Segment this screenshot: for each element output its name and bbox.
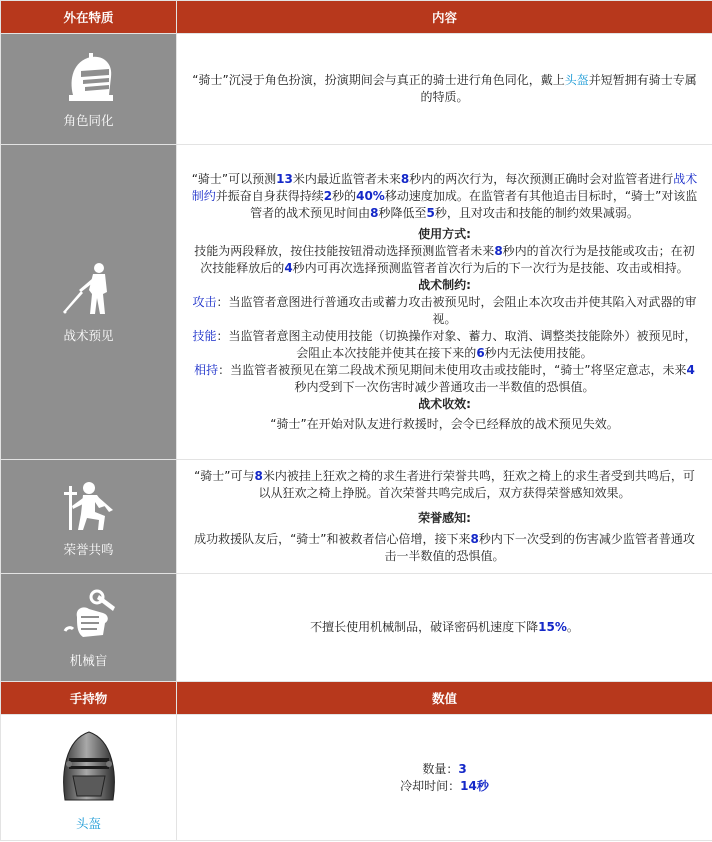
cooldown-label: 冷却时间： bbox=[400, 778, 461, 793]
number: 13 bbox=[276, 172, 293, 186]
text: 米内最近监管者未来 bbox=[292, 172, 401, 186]
trait-description bbox=[177, 145, 712, 460]
column-header-value: 数值 bbox=[177, 682, 712, 715]
text: 秒内的两次行为，每次预测正确时会对监管者进行 bbox=[409, 172, 674, 186]
text: 成功救援队友后，“骑士”和被救者信心倍增，接下来 bbox=[194, 532, 471, 546]
trait-description bbox=[177, 460, 712, 574]
text: 秒内无法使用技能。 bbox=[484, 346, 593, 360]
trait-label: 战术预见 bbox=[63, 328, 114, 343]
fencer-icon bbox=[59, 260, 119, 322]
tactical-constraint-link[interactable]: 战术制约 bbox=[191, 172, 698, 203]
text: 秒降低至 bbox=[378, 206, 427, 220]
number: 8 bbox=[494, 244, 503, 258]
text: 并振奋自身获得持续 bbox=[215, 189, 324, 203]
text: ：当监管者被预见在第二段战术预见期间未使用攻击或技能时，“骑士”将坚定意志，未来 bbox=[218, 363, 687, 377]
text: ：当监管者意图进行普通攻击或蓄力攻击被预见时，会阻止本次攻击并使其陷入对武器的审视。 bbox=[216, 295, 697, 326]
text: 秒内可再次选择预测监管者首次行为后的下一次行为是技能、攻击或相持。 bbox=[292, 261, 689, 275]
constraint-skill bbox=[191, 328, 698, 362]
trait-description bbox=[177, 574, 712, 682]
number: 8 bbox=[254, 469, 263, 483]
usage-paragraph bbox=[191, 243, 698, 277]
number: 40% bbox=[356, 189, 385, 203]
constraint-key: 技能 bbox=[192, 329, 217, 343]
helmet-item-icon bbox=[57, 724, 121, 810]
number: 5 bbox=[426, 206, 435, 220]
header-row bbox=[1, 1, 712, 34]
trait-row-tactical-foresight bbox=[1, 145, 712, 460]
header-row-items bbox=[1, 682, 712, 715]
item-label[interactable]: 头盔 bbox=[75, 815, 101, 831]
trait-row-mechanical-blind bbox=[1, 574, 712, 682]
kneeling-knight-icon bbox=[59, 476, 119, 536]
item-row bbox=[1, 715, 712, 841]
helmet-link[interactable]: 头盔 bbox=[564, 73, 589, 87]
trait-row-role-assimilation bbox=[1, 34, 712, 145]
text: 移动速度加成。在监管者有其他追击目标时，“骑士”对该监管者的战术预见时间由 bbox=[250, 189, 698, 220]
text: 秒内的首次行为是技能或攻击；在初次技能释放后的 bbox=[200, 244, 695, 275]
perception-paragraph bbox=[191, 531, 698, 565]
constraint-title: 战术制约: bbox=[418, 278, 471, 292]
text: ：当监管者意图主动使用技能（切换操作对象、蓄力、取消、调整类技能除外）被预见时，会阻止本次技能并使其在接下来的 bbox=[216, 329, 697, 360]
trait-label: 角色同化 bbox=[63, 113, 114, 128]
item-cell bbox=[1, 715, 177, 841]
cooldown-value: 14秒 bbox=[460, 778, 489, 793]
number: 4 bbox=[686, 363, 695, 377]
constraint-standoff bbox=[191, 362, 698, 396]
number: 8 bbox=[470, 532, 479, 546]
count-value: 3 bbox=[458, 761, 467, 776]
resonance-paragraph bbox=[191, 468, 698, 502]
number: 8 bbox=[400, 172, 410, 186]
text: “骑士”可与 bbox=[194, 469, 255, 483]
trait-cell bbox=[1, 34, 177, 145]
trait-label: 机械盲 bbox=[69, 652, 108, 668]
text: 技能为两段释放，按住技能按钮滑动选择预测监管者未来 bbox=[194, 244, 495, 258]
item-count bbox=[191, 761, 698, 778]
harvest-paragraph: “骑士”在开始对队友进行救援时，会令已经释放的战术预见失效。 bbox=[270, 417, 619, 431]
number: 4 bbox=[284, 261, 293, 275]
item-cooldown bbox=[191, 778, 698, 795]
text: 秒，且对攻击和技能的制约效果减弱。 bbox=[434, 206, 639, 220]
column-header-item: 手持物 bbox=[1, 682, 177, 715]
honor-perception-title: 荣誉感知: bbox=[418, 511, 471, 525]
trait-description bbox=[177, 34, 712, 145]
trait-cell bbox=[1, 574, 177, 682]
text: “骑士”沉浸于角色扮演，扮演期间会与真正的骑士进行角色同化，戴上 bbox=[192, 73, 565, 87]
constraint-key: 攻击 bbox=[192, 295, 217, 309]
constraint-attack bbox=[191, 294, 698, 328]
column-header-trait: 外在特质 bbox=[1, 1, 177, 34]
harvest-title: 战术收效: bbox=[418, 397, 471, 411]
usage-title: 使用方式: bbox=[418, 227, 471, 241]
text: 秒内受到下一次伤害时减少普通攻击一半数值的恐惧值。 bbox=[294, 380, 595, 394]
number: 6 bbox=[476, 346, 485, 360]
trait-cell bbox=[1, 145, 177, 460]
trait-cell bbox=[1, 460, 177, 574]
trait-row-honor-resonance bbox=[1, 460, 712, 574]
knight-helmet-icon bbox=[59, 49, 119, 107]
intro-paragraph bbox=[191, 171, 698, 222]
text: 秒的 bbox=[332, 189, 357, 203]
text: 。 bbox=[566, 620, 579, 634]
constraint-key: 相持 bbox=[194, 363, 219, 377]
text: 不擅长使用机械制品，破译密码机速度下降 bbox=[310, 620, 539, 634]
count-label: 数量： bbox=[422, 761, 459, 776]
text: 秒内下一次受到的伤害减少监管者普通攻击一半数值的恐惧值。 bbox=[384, 532, 695, 563]
text: 并短暂拥有骑士专属的特质。 bbox=[420, 73, 697, 104]
item-values bbox=[177, 715, 712, 841]
text: 米内被挂上狂欢之椅的求生者进行荣誉共鸣，狂欢之椅上的求生者受到共鸣后，可以从狂欢之椅上挣脱。首次荣誉共鸣完成后，双方获得荣誉感知效果。 bbox=[258, 469, 695, 500]
column-header-content: 内容 bbox=[177, 1, 712, 34]
number: 15% bbox=[538, 620, 567, 634]
number: 8 bbox=[370, 206, 379, 220]
text: “骑士”可以预测 bbox=[191, 172, 277, 186]
number: 2 bbox=[323, 189, 333, 203]
trait-label: 荣誉共鸣 bbox=[63, 541, 114, 557]
wrench-hand-icon bbox=[59, 587, 119, 647]
